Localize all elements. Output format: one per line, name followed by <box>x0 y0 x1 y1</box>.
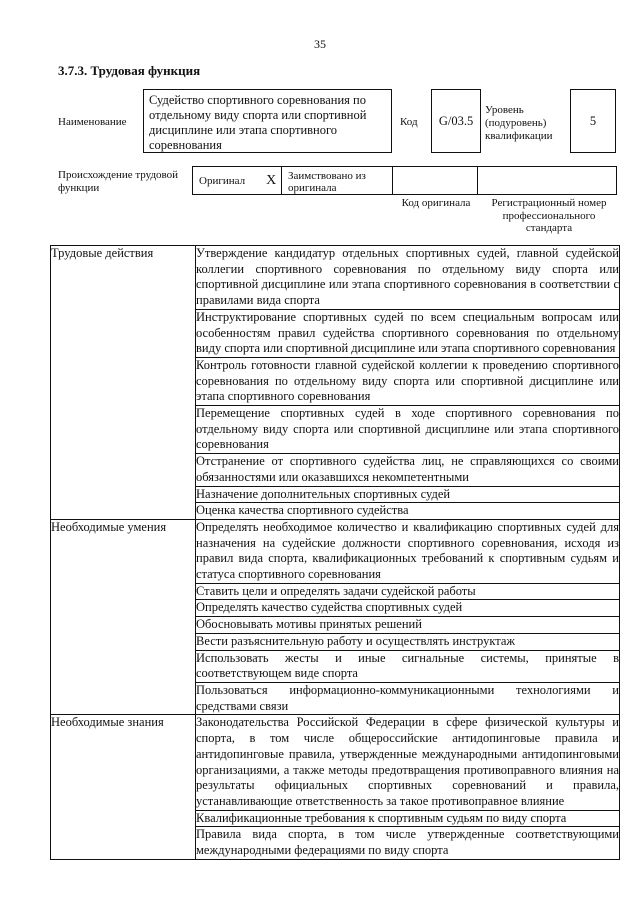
table-row: Отстранение от спортивного судейства лиц, не справляющихся со своими обязанностями или оказавшихся некомпетентными <box>196 454 620 486</box>
table-row: Законодательства Российской Федерации в сфере физической культуры и спорта, в том числе общероссийские антидопинговые правила и антидопинговые правила, утвержденные международными антидопинговыми организациями, а также методы предотвращения противоправного влияния на результаты официальных спортивных соревнований и правила, устанавливающие ответственность за такое противоправное влияние <box>196 715 620 810</box>
original-mark: X <box>266 172 277 188</box>
function-name-box: Судейство спортивного соревнования по отдельному виду спорта или спортивной дисциплине или этапа спортивного соревнования <box>143 89 392 153</box>
table-row: Назначение дополнительных спортивных судей <box>196 486 620 503</box>
section-title-actions: Трудовые действия <box>51 246 196 520</box>
code-label: Код <box>400 116 418 128</box>
reg-number-label: Регистрационный номер профессионального стандарта <box>491 197 607 234</box>
original-cell <box>192 166 282 195</box>
table-row: Определять качество судейства спортивных судей <box>196 600 620 617</box>
table-row: Использовать жесты и иные сигнальные системы, принятые в соответствующем виде спорта <box>196 650 620 682</box>
table-row: Обосновывать мотивы принятых решений <box>196 617 620 634</box>
function-details-table <box>50 245 620 860</box>
page-number: 35 <box>314 37 326 51</box>
section-title-skills: Необходимые умения <box>51 519 196 714</box>
table-row: Перемещение спортивных судей в ходе спортивного соревнования по отдельному виду спорта или спортивной дисциплине или этапа спортивного соревнования <box>196 406 620 454</box>
table-row: Вести разъяснительную работу и осуществлять инструктаж <box>196 633 620 650</box>
table-row: Ставить цели и определять задачи судейской работы <box>196 583 620 600</box>
section-title: 3.7.3. Трудовая функция <box>58 63 201 78</box>
table-row: Утверждение кандидатур отдельных спортивных судей, главной судейской коллегии спортивного соревнования по отдельному виду спорта или спортивной дисциплине или этапа спортивного соревнования в соответствии с правилами вида спорта <box>196 246 620 310</box>
table-row: Инструктирование спортивных судей по всем специальным вопросам или особенностям правил судейства спортивного соревнования по отдельному виду спорта или спортивной дисциплине или этапа спортивного соревнования <box>196 309 620 357</box>
reg-number-cell <box>477 166 617 195</box>
table-row: Правила вида спорта, в том числе утвержденные соответствующими международными федерациями по виду спорта <box>196 827 620 859</box>
code-original-label: Код оригинала <box>401 197 471 209</box>
table-row: Пользоваться информационно-коммуникационными технологиями и средствами связи <box>196 682 620 714</box>
table-row: Контроль готовности главной судейской коллегии к проведению спортивного соревнования по отдельному виду спорта или спортивной дисциплине или этапа спортивного соревнования <box>196 357 620 405</box>
name-label: Наименование <box>58 116 127 128</box>
section-title-knowledge: Необходимые знания <box>51 715 196 859</box>
code-box: G/03.5 <box>431 89 481 153</box>
borrowed-label: Заимствовано из оригинала <box>281 166 393 195</box>
table-row: Оценка качества спортивного судейства <box>196 503 620 520</box>
original-label: Оригинал <box>199 174 246 187</box>
origin-row <box>193 166 617 195</box>
table-row: Определять необходимое количество и квалификацию спортивных судей для назначения на судейские должности спортивного соревнования, исходя из правил вида спорта, квалификационных требований к спортивным судьям и статуса спортивного соревнования <box>196 519 620 583</box>
table-row: Квалификационные требования к спортивным судьям по виду спорта <box>196 810 620 827</box>
level-label: Уровень (подуровень) квалификации <box>485 104 553 142</box>
code-original-cell <box>392 166 478 195</box>
level-box: 5 <box>570 89 616 153</box>
origin-label: Происхождение трудовой функции <box>58 169 179 194</box>
